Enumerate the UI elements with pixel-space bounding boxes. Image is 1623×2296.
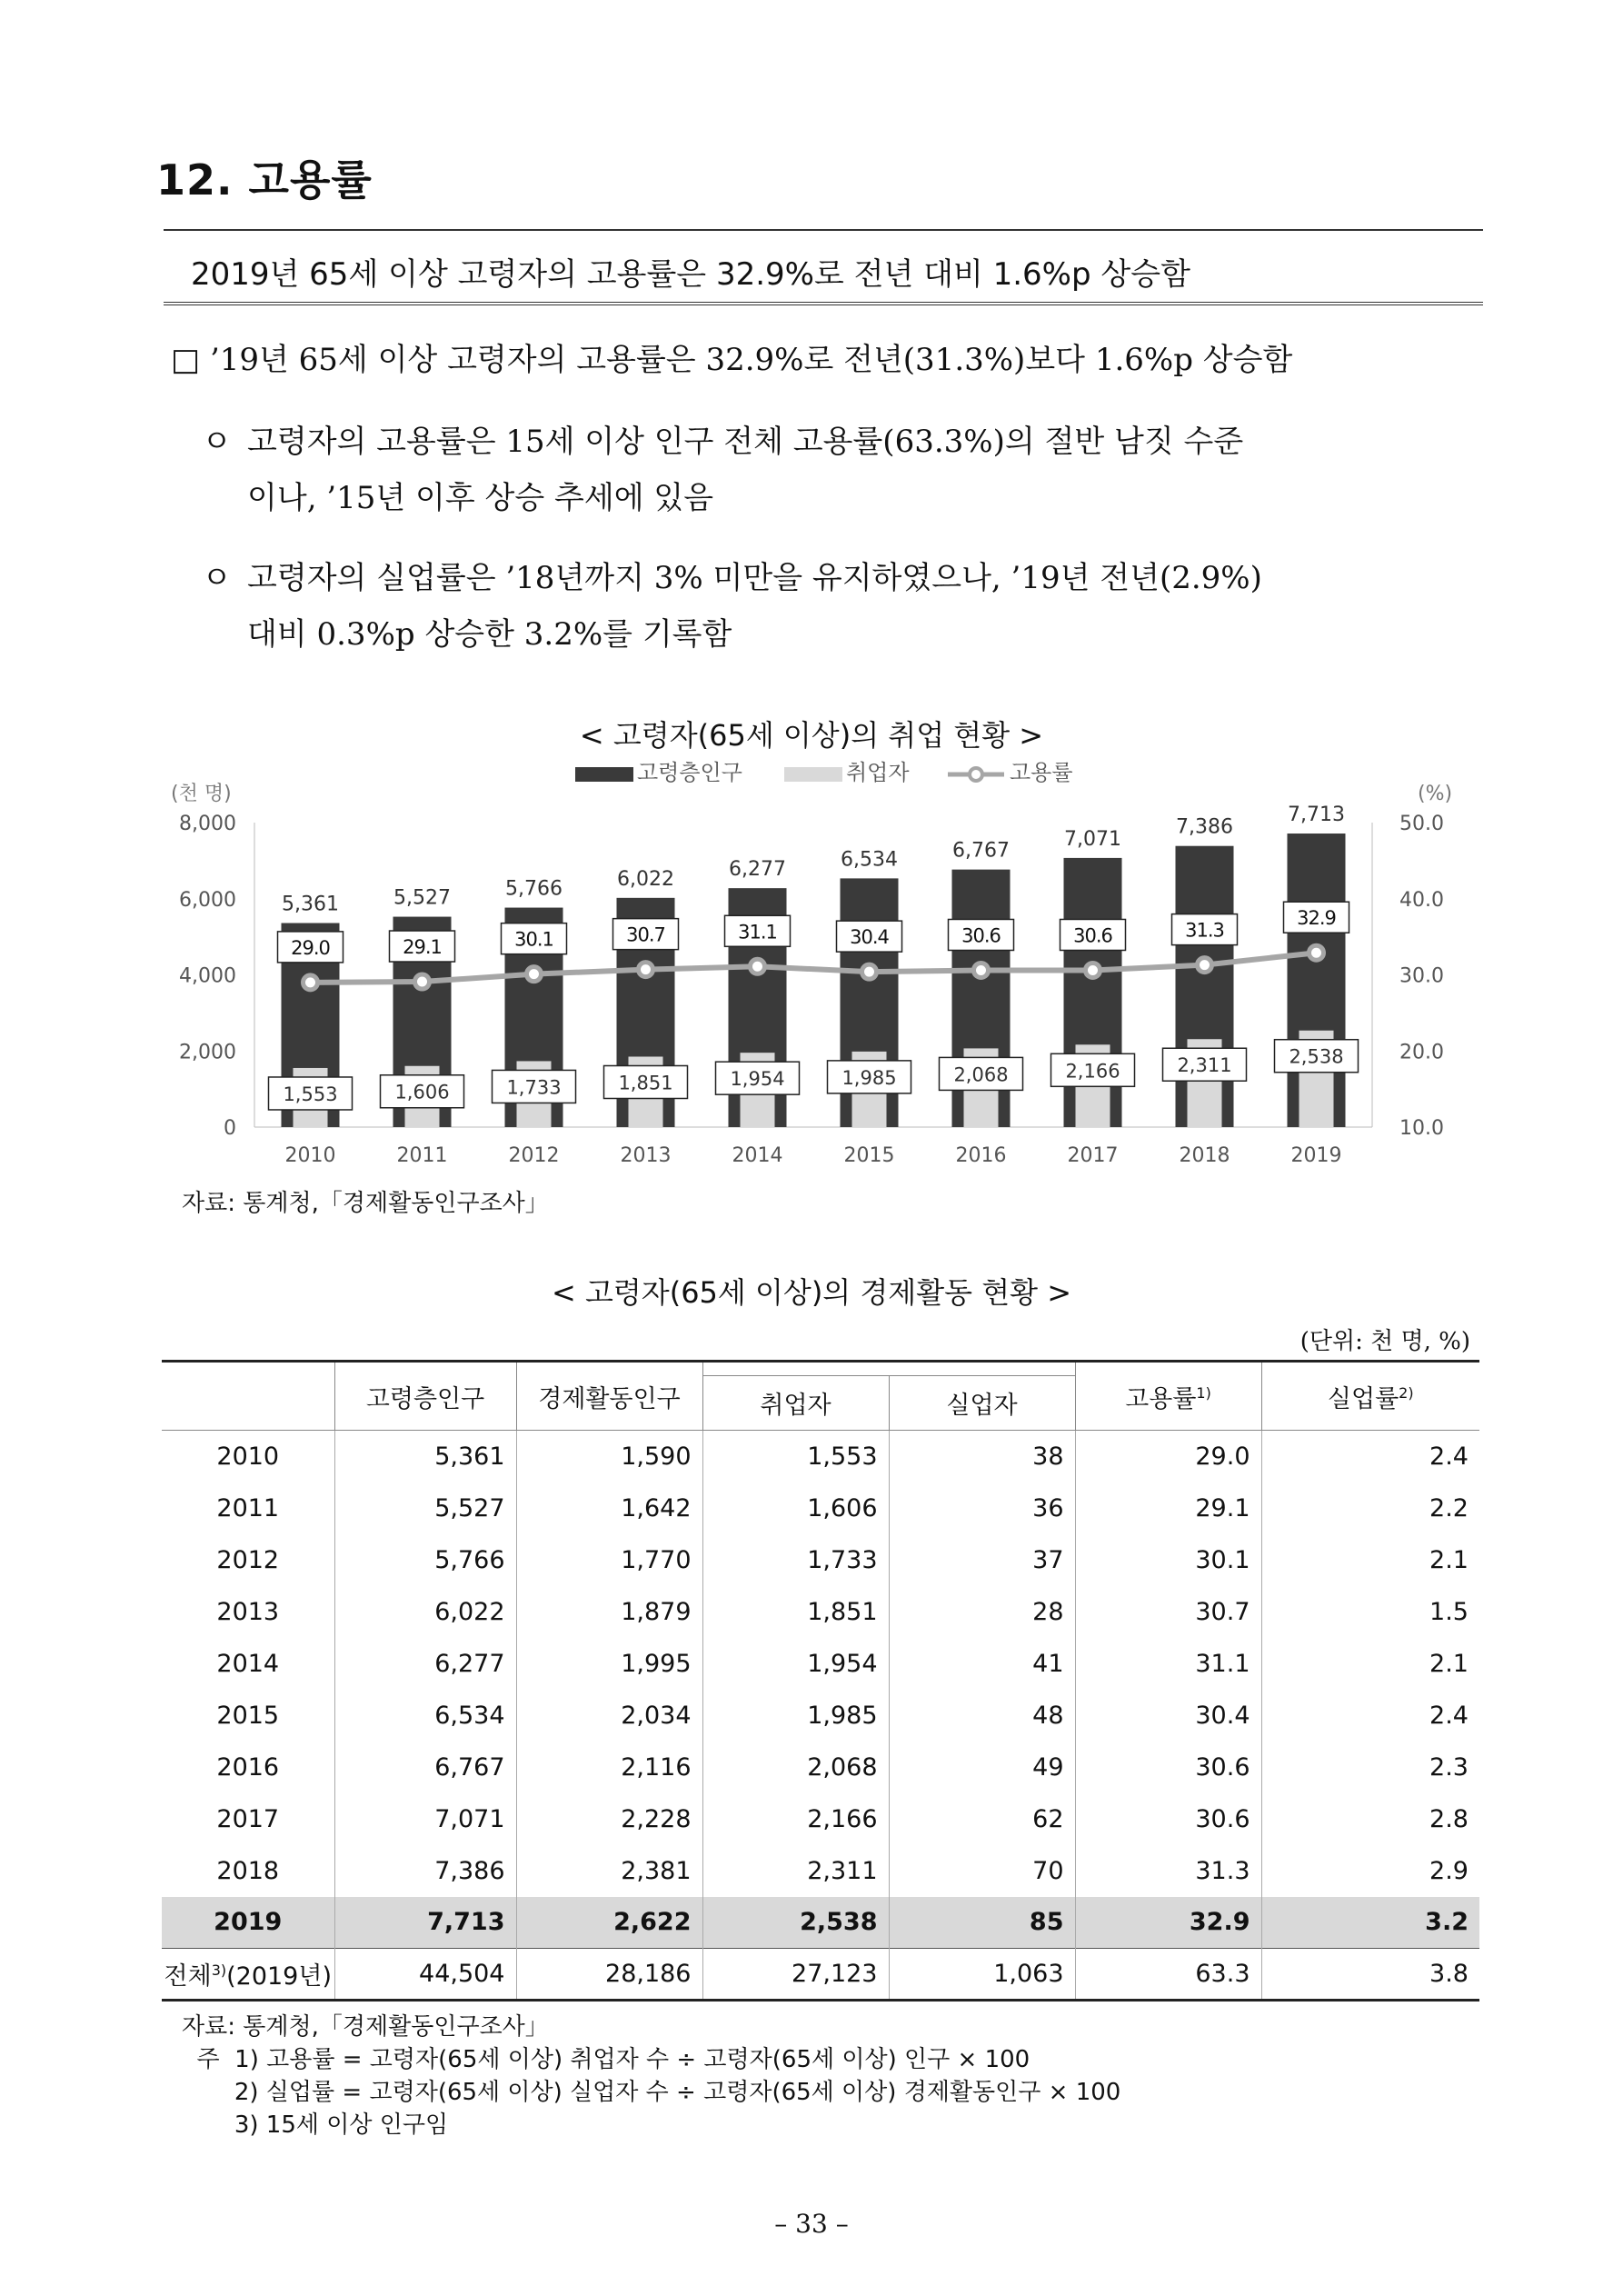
table-cell: 1,985 — [702, 1690, 889, 1742]
table-cell: 29.1 — [1075, 1482, 1261, 1534]
paragraph-unemployment — [202, 550, 1483, 663]
legend-label-population: 고령층인구 — [637, 760, 742, 785]
checkbox-bullet: □ — [171, 342, 201, 378]
paragraph-main — [171, 332, 1292, 388]
row-year: 2012 — [216, 1545, 280, 1574]
table-cell: 62 — [889, 1793, 1075, 1845]
label-rate: 30.7 — [626, 923, 665, 946]
note-2: 2) 실업률 = 고령자(65세 이상) 실업자 수 ÷ 고령자(65세 이상) 경제활동인구 × 100 — [182, 2079, 1121, 2106]
table-row — [162, 1482, 1479, 1534]
label-population: 6,767 — [952, 839, 1010, 863]
legend-label-rate: 고용률 — [1010, 760, 1073, 785]
table-cell: 3.2 — [1261, 1897, 1479, 1949]
table-row — [162, 1431, 1479, 1482]
x-tick-label: 2013 — [620, 1144, 672, 1167]
point-rate — [304, 975, 318, 990]
x-tick-label: 2015 — [843, 1144, 895, 1167]
table-unit: (단위: 천 명, %) — [1299, 1328, 1470, 1355]
table-cell: 1,879 — [516, 1586, 702, 1638]
economic-activity-table — [162, 1360, 1479, 2002]
header-unemp-rate: 실업률$^{2)}$ — [1261, 1362, 1479, 1431]
series-line-rate — [311, 953, 1317, 983]
table-cell: 28 — [889, 1586, 1075, 1638]
y-tick-label-left: 6,000 — [179, 888, 236, 912]
x-tick-label: 2010 — [284, 1144, 336, 1167]
row-year: 2013 — [216, 1597, 280, 1626]
table-cell: 2.4 — [1261, 1431, 1479, 1482]
employment-chart — [164, 754, 1472, 1182]
label-employed: 1,553 — [283, 1083, 338, 1105]
label-population: 5,361 — [282, 893, 339, 916]
label-employed: 2,166 — [1065, 1060, 1120, 1083]
label-employed: 1,851 — [618, 1072, 673, 1094]
table-cell: 5,527 — [334, 1482, 516, 1534]
label-population: 7,713 — [1288, 804, 1345, 827]
table-cell: 7,713 — [334, 1897, 516, 1949]
table-cell: 49 — [889, 1742, 1075, 1793]
table-row — [162, 1638, 1479, 1690]
y-tick-label-left: 4,000 — [179, 964, 236, 988]
table-cell: 63.3 — [1075, 1949, 1261, 2001]
row-year: 2011 — [216, 1493, 280, 1522]
table-cell: 7,386 — [334, 1845, 516, 1897]
x-tick-label: 2018 — [1179, 1144, 1230, 1167]
table-cell: 1,063 — [889, 1949, 1075, 2001]
point-rate — [1198, 958, 1212, 973]
y-tick-label-right: 30.0 — [1399, 964, 1444, 988]
label-population: 7,386 — [1176, 815, 1233, 839]
x-tick-label: 2019 — [1290, 1144, 1342, 1167]
paragraph-line: 이나, ’15년 이후 상승 추세에 있음 — [247, 480, 714, 516]
table-cell: 37 — [889, 1534, 1075, 1586]
label-rate: 30.6 — [1073, 924, 1112, 947]
label-population: 7,071 — [1064, 827, 1121, 851]
table-cell: 2,166 — [702, 1793, 889, 1845]
table-cell: 30.6 — [1075, 1742, 1261, 1793]
table-cell: 2,381 — [516, 1845, 702, 1897]
x-tick-label: 2011 — [396, 1144, 448, 1167]
label-population: 5,527 — [393, 886, 451, 910]
table-cell: 32.9 — [1075, 1897, 1261, 1949]
row-year: 2017 — [216, 1804, 280, 1833]
table-cell: 1,733 — [702, 1534, 889, 1586]
label-population: 6,277 — [729, 858, 786, 882]
table-cell: 1.5 — [1261, 1586, 1479, 1638]
circle-bullet: ㅇ — [202, 560, 232, 596]
section-title: 12. 고용률 — [156, 155, 373, 205]
label-rate: 29.0 — [291, 936, 330, 959]
table-cell: 2.8 — [1261, 1793, 1479, 1845]
label-population: 5,766 — [505, 877, 563, 901]
table-cell: 6,534 — [334, 1690, 516, 1742]
table-cell: 3.8 — [1261, 1949, 1479, 2001]
total-label: 전체$^{3)}$(2019년) — [162, 1949, 334, 2001]
table-cell: 29.0 — [1075, 1431, 1261, 1482]
label-employed: 2,311 — [1177, 1054, 1232, 1077]
paragraph-main-text: ’19년 65세 이상 고령자의 고용률은 32.9%로 전년(31.3%)보다 1.6%p 상승함 — [209, 342, 1293, 378]
table-cell: 2.1 — [1261, 1638, 1479, 1690]
label-employed: 1,733 — [506, 1076, 562, 1099]
label-rate: 32.9 — [1297, 907, 1336, 930]
table-cell: 30.6 — [1075, 1793, 1261, 1845]
table-cell: 31.1 — [1075, 1638, 1261, 1690]
x-tick-label: 2014 — [732, 1144, 783, 1167]
row-year: 2019 — [162, 1897, 334, 1949]
table-cell: 6,022 — [334, 1586, 516, 1638]
table-cell: 5,361 — [334, 1431, 516, 1482]
table-cell: 2,116 — [516, 1742, 702, 1793]
table-cell: 30.4 — [1075, 1690, 1261, 1742]
table-cell: 30.7 — [1075, 1586, 1261, 1638]
table-row — [162, 1690, 1479, 1742]
summary-box — [164, 229, 1483, 305]
header-emp-rate: 고용률$^{1)}$ — [1075, 1362, 1261, 1431]
page-number: – 33 – — [774, 2209, 849, 2239]
table-cell: 1,954 — [702, 1638, 889, 1690]
table-cell: 41 — [889, 1638, 1075, 1690]
row-year: 2015 — [216, 1701, 280, 1730]
table-cell: 1,851 — [702, 1586, 889, 1638]
y-tick-label-left: 0 — [224, 1117, 236, 1140]
table-cell: 1,553 — [702, 1431, 889, 1482]
table-cell: 1,770 — [516, 1534, 702, 1586]
table-row — [162, 1586, 1479, 1638]
table-cell: 1,642 — [516, 1482, 702, 1534]
row-year: 2014 — [216, 1649, 280, 1678]
label-rate: 31.1 — [738, 921, 777, 943]
table-cell: 1,590 — [516, 1431, 702, 1482]
row-year: 2016 — [216, 1752, 280, 1782]
x-tick-label: 2016 — [955, 1144, 1007, 1167]
table-cell: 70 — [889, 1845, 1075, 1897]
table-row — [162, 1897, 1479, 1949]
point-rate — [974, 963, 989, 977]
label-rate: 30.1 — [514, 928, 553, 951]
header-population: 고령층인구 — [334, 1362, 516, 1431]
legend-label-employed: 취업자 — [846, 760, 910, 785]
header-econ-active: 경제활동인구 — [516, 1362, 702, 1431]
note-1: 주 1) 고용률 = 고령자(65세 이상) 취업자 수 ÷ 고령자(65세 이상) 인구 × 100 — [182, 2046, 1031, 2073]
y-tick-label-right: 20.0 — [1399, 1041, 1444, 1064]
table-cell: 1,606 — [702, 1482, 889, 1534]
table-cell: 2,311 — [702, 1845, 889, 1897]
label-employed: 1,954 — [730, 1068, 785, 1091]
note-3: 3) 15세 이상 인구임 — [182, 2111, 449, 2139]
table-row — [162, 1534, 1479, 1586]
legend-marker-rate — [970, 768, 982, 781]
label-rate: 30.6 — [961, 924, 1001, 947]
table-cell: 44,504 — [334, 1949, 516, 2001]
point-rate — [639, 963, 653, 977]
chart-source: 자료: 통계청,「경제활동인구조사」 — [182, 1190, 549, 1217]
point-rate — [1309, 945, 1324, 960]
table-cell: 2.4 — [1261, 1690, 1479, 1742]
table-cell: 5,766 — [334, 1534, 516, 1586]
circle-bullet: ㅇ — [202, 424, 232, 460]
label-rate: 30.4 — [850, 926, 889, 949]
paragraph-employment — [202, 414, 1483, 526]
paragraph-line: 고령자의 고용률은 15세 이상 인구 전체 고용률(63.3%)의 절반 남짓 수준 — [247, 424, 1244, 460]
chart-title: < 고령자(65세 이상)의 취업 현황 > — [579, 718, 1044, 753]
table-cell: 38 — [889, 1431, 1075, 1482]
row-year: 2018 — [216, 1856, 280, 1885]
table-cell: 2,228 — [516, 1793, 702, 1845]
table-cell: 6,277 — [334, 1638, 516, 1690]
table-cell: 2.3 — [1261, 1742, 1479, 1793]
y-tick-label-right: 10.0 — [1399, 1117, 1444, 1140]
legend-swatch-employed — [784, 767, 842, 782]
label-employed: 2,538 — [1289, 1045, 1344, 1068]
label-rate: 29.1 — [403, 936, 442, 959]
row-year: 2010 — [216, 1442, 280, 1471]
table-cell: 2,622 — [516, 1897, 702, 1949]
table-title: < 고령자(65세 이상)의 경제활동 현황 > — [551, 1275, 1072, 1310]
paragraph-line: 대비 0.3%p 상승한 3.2%를 기록함 — [247, 616, 732, 653]
y-tick-label-right: 50.0 — [1399, 813, 1444, 835]
table-cell: 2.2 — [1261, 1482, 1479, 1534]
table-cell: 2,068 — [702, 1742, 889, 1793]
paragraph-line: 고령자의 실업률은 ’18년까지 3% 미만을 유지하였으나, ’19년 전년(2.9%) — [247, 560, 1262, 596]
y-axis-right-title: (%) — [1418, 783, 1453, 805]
label-rate: 31.3 — [1185, 919, 1224, 942]
y-axis-left-title: (천 명) — [171, 783, 232, 805]
label-employed: 2,068 — [953, 1063, 1009, 1086]
label-population: 6,022 — [617, 867, 674, 891]
y-tick-label-left: 2,000 — [179, 1041, 236, 1064]
total-row — [162, 1949, 1479, 2001]
table-cell: 31.3 — [1075, 1845, 1261, 1897]
x-tick-label: 2017 — [1067, 1144, 1119, 1167]
table-row — [162, 1742, 1479, 1793]
table-cell: 30.1 — [1075, 1534, 1261, 1586]
header-econ-active-group — [702, 1362, 1075, 1376]
label-employed: 1,606 — [394, 1081, 450, 1103]
point-rate — [1086, 963, 1100, 977]
table-cell: 2.1 — [1261, 1534, 1479, 1586]
header-year — [162, 1362, 334, 1431]
table-cell: 28,186 — [516, 1949, 702, 2001]
header-employed: 취업자 — [702, 1376, 889, 1431]
y-tick-label-right: 40.0 — [1399, 888, 1444, 912]
table-cell: 2,034 — [516, 1690, 702, 1742]
table-cell: 27,123 — [702, 1949, 889, 2001]
table-cell: 6,767 — [334, 1742, 516, 1793]
table-cell: 85 — [889, 1897, 1075, 1949]
label-employed: 1,985 — [841, 1066, 897, 1089]
legend-swatch-population — [575, 767, 633, 782]
point-rate — [527, 967, 542, 982]
point-rate — [415, 974, 430, 989]
table-cell: 2.9 — [1261, 1845, 1479, 1897]
table-cell: 1,995 — [516, 1638, 702, 1690]
table-row — [162, 1793, 1479, 1845]
notes — [182, 2011, 1120, 2141]
point-rate — [751, 959, 765, 973]
y-tick-label-left: 8,000 — [179, 813, 236, 835]
point-rate — [862, 964, 877, 979]
label-population: 6,534 — [841, 848, 898, 872]
x-tick-label: 2012 — [508, 1144, 560, 1167]
table-cell: 7,071 — [334, 1793, 516, 1845]
table-row — [162, 1845, 1479, 1897]
header-unemployed: 실업자 — [889, 1376, 1075, 1431]
table-cell: 2,538 — [702, 1897, 889, 1949]
notes-source: 자료: 통계청,「경제활동인구조사」 — [182, 2013, 549, 2041]
summary-text: 2019년 65세 이상 고령자의 고용률은 32.9%로 전년 대비 1.6%p 상승함 — [191, 256, 1190, 293]
table-cell: 48 — [889, 1690, 1075, 1742]
table-cell: 36 — [889, 1482, 1075, 1534]
